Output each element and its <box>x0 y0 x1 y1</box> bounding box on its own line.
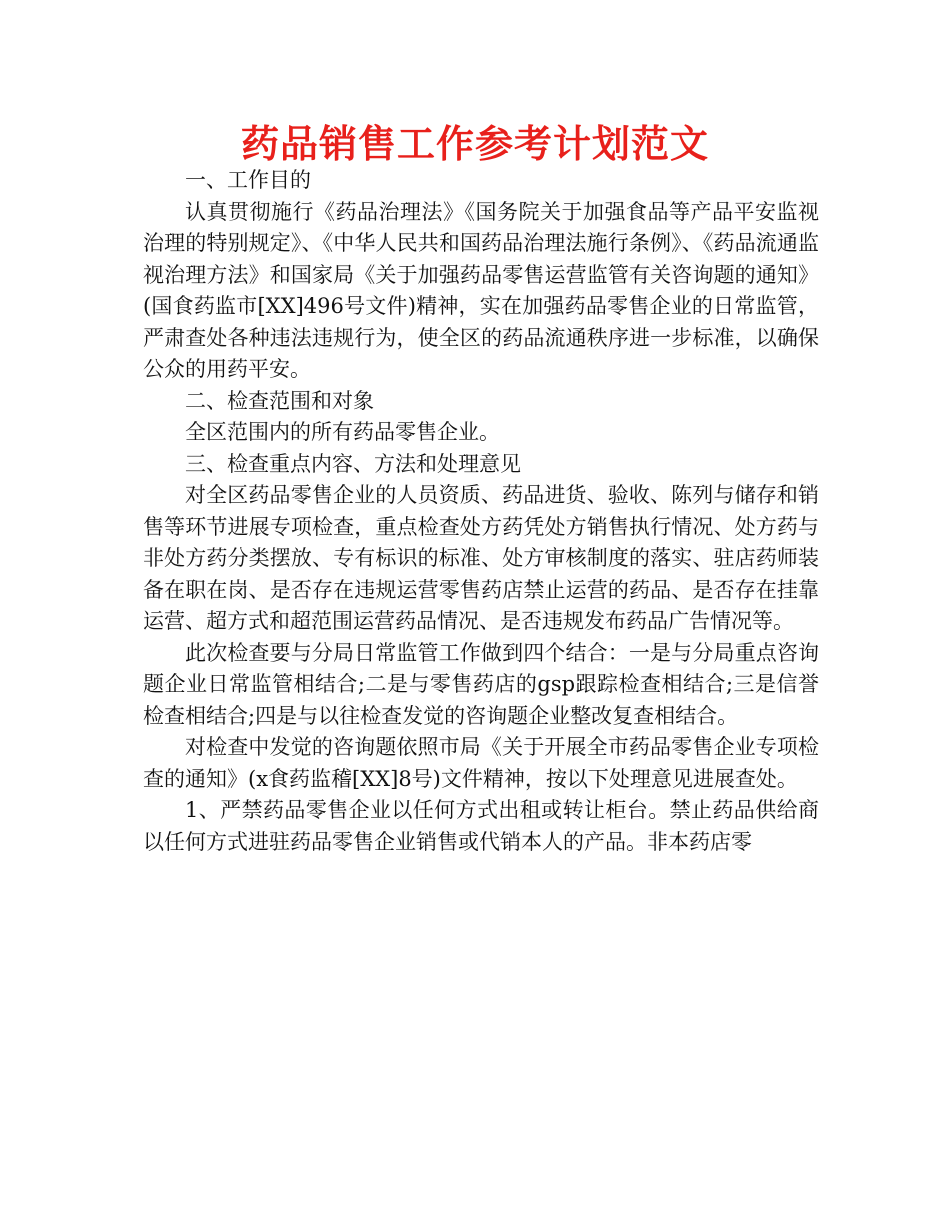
document-title: 药品销售工作参考计划范文 <box>240 122 709 166</box>
paragraph-purpose: 认真贯彻施行《药品治理法》《国务院关于加强食品等产品平安监视治理的特别规定》、《中华人民共和国药品治理法施行条例》、《药品流通监视治理方法》和国家局《关于加强药品零售运营监管有关咨询题的通知》(国食药监市[XX]496号文件)精神，实在加强药品零售企业的日常监管，严肃查处各种违法违规行为，使全区的药品流通秩序进一步标准，以确保公众的用药平安。 <box>143 199 819 381</box>
document-body <box>143 165 819 858</box>
section-heading-purpose: 一、工作目的 <box>185 168 311 192</box>
paragraph-combination: 此次检查要与分局日常监管工作做到四个结合：一是与分局重点咨询题企业日常监管相结合;二是与零售药店的gsp跟踪检查相结合;三是信誉检查相结合;四是与以往检查发觉的咨询题企业整改复查相结合。 <box>143 640 819 728</box>
section-heading-focus: 三、检查重点内容、方法和处理意见 <box>185 451 521 476</box>
paragraph-focus: 对全区药品零售企业的人员资质、药品进货、验收、陈列与储存和销售等环节进展专项检查，重点检查处方药凭处方销售执行情况、处方药与非处方药分类摆放、专有标识的标准、处方审核制度的落实、驻店药师装备在职在岗、是否存在违规运营零售药店禁止运营的药品、是否存在挂靠运营、超方式和超范围运营药品情况、是否违规发布药品广告情况等。 <box>143 483 819 633</box>
paragraph-item-1: 1、严禁药品零售企业以任何方式出租或转让柜台。禁止药品供给商以任何方式进驻药品零售企业销售或代销本人的产品。非本药店零 <box>143 798 819 854</box>
paragraph-handling: 对检查中发觉的咨询题依照市局《关于开展全市药品零售企业专项检查的通知》(x食药监稽[XX]8号)文件精神，按以下处理意见进展查处。 <box>143 735 819 791</box>
paragraph-scope: 全区范围内的所有药品零售企业。 <box>185 420 500 444</box>
section-heading-scope: 二、检查范围和对象 <box>185 388 374 413</box>
